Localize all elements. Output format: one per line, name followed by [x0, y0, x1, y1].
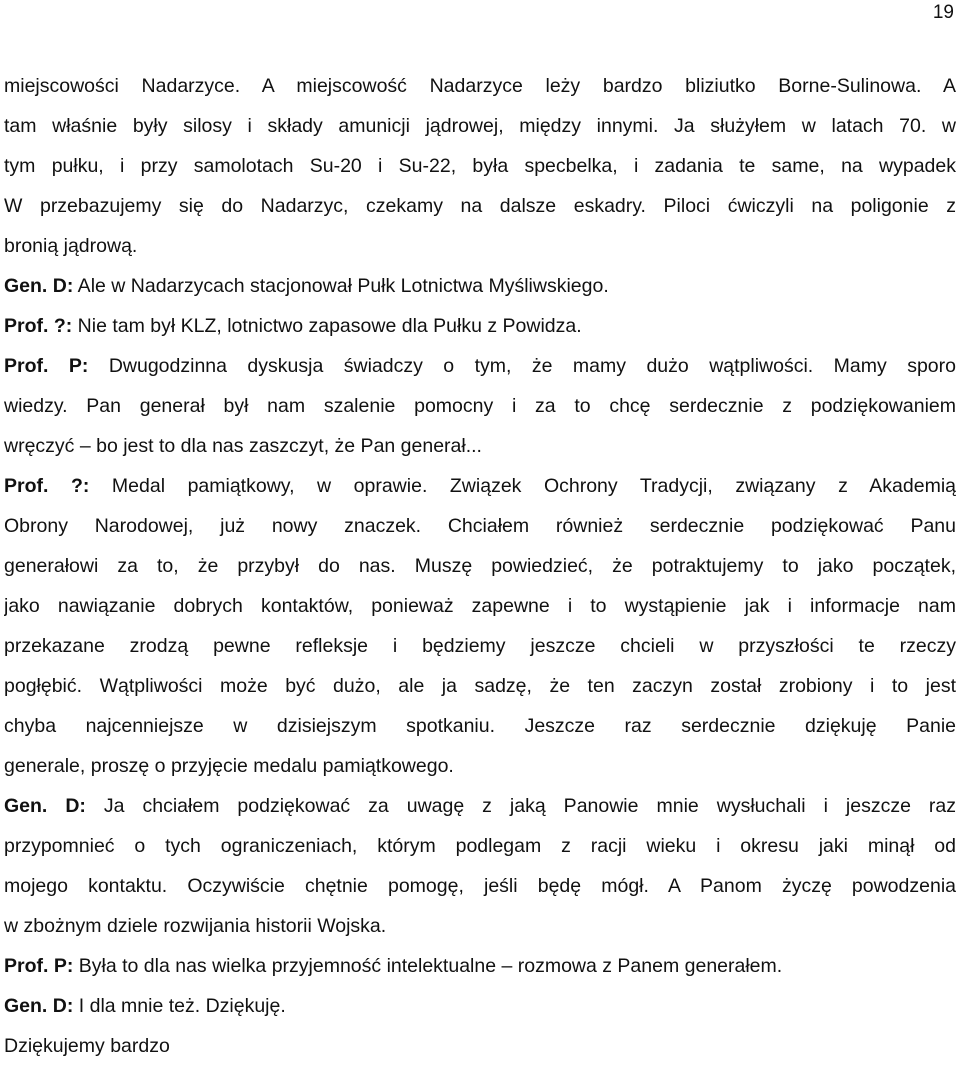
transcript-line	[4, 626, 956, 666]
transcript-line	[4, 586, 956, 626]
transcript-line	[4, 1026, 956, 1066]
line-text: przekazane zrodzą pewne refleksje i będziemy jeszcze chcieli w przyszłości te rzeczy	[4, 635, 956, 657]
line-text: I dla mnie też. Dziękuję.	[73, 995, 286, 1017]
speaker-label: Gen. D:	[4, 795, 86, 817]
transcript-line	[4, 146, 956, 186]
line-text: tym pułku, i przy samolotach Su-20 i Su-22, była specbelka, i zadania te same, na wypadek	[4, 155, 956, 177]
transcript-line	[4, 106, 956, 146]
transcript-line	[4, 946, 956, 986]
speaker-label: Prof. P:	[4, 355, 89, 377]
page-number: 19	[932, 2, 954, 23]
transcript-line	[4, 386, 956, 426]
transcript-line	[4, 426, 956, 466]
line-text: jako nawiązanie dobrych kontaktów, ponieważ zapewne i to wystąpienie jak i informacje nam	[4, 595, 956, 617]
line-text: mojego kontaktu. Oczywiście chętnie pomogę, jeśli będę mógł. A Panom życzę powodzenia	[4, 875, 956, 897]
transcript-line	[4, 666, 956, 706]
line-text: Ale w Nadarzycach stacjonował Pułk Lotnictwa Myśliwskiego.	[73, 275, 609, 297]
transcript-line	[4, 66, 956, 106]
line-text: pogłębić. Wątpliwości może być dużo, ale ja sadzę, że ten zaczyn został zrobiony i to jest	[4, 675, 956, 697]
transcript-line	[4, 826, 956, 866]
speaker-label: Gen. D:	[4, 275, 74, 297]
line-text: Obrony Narodowej, już nowy znaczek. Chciałem również serdecznie podziękować Panu	[4, 515, 956, 537]
speaker-label: Prof. ?:	[4, 475, 90, 497]
transcript-line	[4, 786, 956, 826]
line-text: tam właśnie były silosy i składy amunicji jądrowej, między innymi. Ja służyłem w latach 70. w	[4, 115, 956, 137]
line-text: W przebazujemy się do Nadarzyc, czekamy na dalsze eskadry. Piloci ćwiczyli na poligonie z	[4, 195, 956, 217]
line-text: miejscowości Nadarzyce. A miejscowość Nadarzyce leży bardzo bliziutko Borne-Sulinowa. A	[4, 75, 956, 97]
line-text: Medal pamiątkowy, w oprawie. Związek Ochrony Tradycji, związany z Akademią	[89, 475, 956, 497]
line-text: Nie tam był KLZ, lotnictwo zapasowe dla Pułku z Powidza.	[72, 315, 582, 337]
line-text: generałowi za to, że przybył do nas. Muszę powiedzieć, że potraktujemy to jako początek,	[4, 555, 956, 577]
line-text: Dziękujemy bardzo	[4, 1035, 170, 1057]
transcript-line	[4, 706, 956, 746]
transcript-line	[4, 186, 956, 226]
line-text: wiedzy. Pan generał był nam szalenie pomocny i za to chcę serdecznie z podziękowaniem	[4, 395, 956, 417]
line-text: w zbożnym dziele rozwijania historii Wojska.	[4, 915, 387, 937]
transcript-line	[4, 466, 956, 506]
transcript-line	[4, 306, 956, 346]
line-text: bronią jądrową.	[4, 235, 138, 257]
line-text: Dwugodzinna dyskusja świadczy o tym, że mamy dużo wątpliwości. Mamy sporo	[88, 355, 956, 377]
transcript-line	[4, 906, 956, 946]
speaker-label: Prof. ?:	[4, 315, 73, 337]
line-text: chyba najcenniejsze w dzisiejszym spotkaniu. Jeszcze raz serdecznie dziękuję Panie	[4, 715, 956, 737]
line-text: Była to dla nas wielka przyjemność intelektualne – rozmowa z Panem generałem.	[73, 955, 783, 977]
line-text: wręczyć – bo jest to dla nas zaszczyt, że Pan generał...	[4, 435, 482, 457]
transcript-line	[4, 746, 956, 786]
line-text: przypomnieć o tych ograniczeniach, którym podlegam z racji wieku i okresu jaki minął od	[4, 835, 956, 857]
transcript-line	[4, 226, 956, 266]
speaker-label: Gen. D:	[4, 995, 74, 1017]
line-text: generale, proszę o przyjęcie medalu pamiątkowego.	[4, 755, 454, 777]
line-text: Ja chciałem podziękować za uwagę z jaką Panowie mnie wysłuchali i jeszcze raz	[85, 795, 956, 817]
transcript-line	[4, 986, 956, 1026]
transcript-body	[4, 66, 956, 1066]
transcript-line	[4, 546, 956, 586]
transcript-line	[4, 506, 956, 546]
speaker-label: Prof. P:	[4, 955, 74, 977]
transcript-line	[4, 266, 956, 306]
transcript-line	[4, 866, 956, 906]
transcript-line	[4, 346, 956, 386]
